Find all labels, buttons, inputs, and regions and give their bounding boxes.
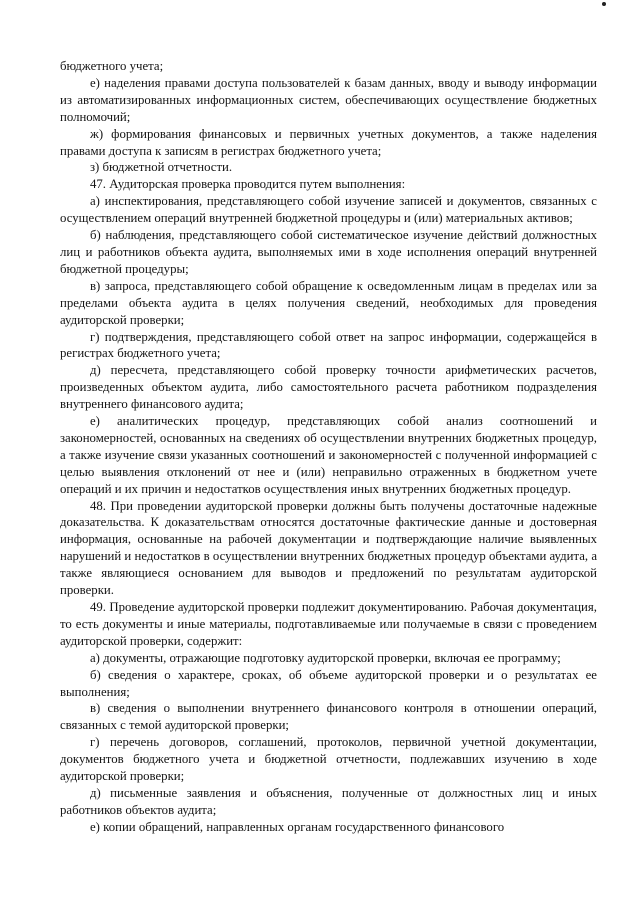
- paragraph-section-48: 48. При проведении аудиторской проверки должны быть получены достаточные надежные доказательства. К доказательствам относятся достаточные фактические данные и достоверная информация, основанные на рабочей документации и подтверждающие наличие выявленных нарушений и недостатков в осуществлении внутренних бюджетных процедур объектами аудита, а также являющиеся основанием для выводов и предложений по результатам аудиторской проверки.: [60, 498, 598, 598]
- paragraph-item-zh-documents: ж) формирования финансовых и первичных учетных документов, а также наделения правами доступа к записям в регистрах бюджетного учета;: [60, 126, 597, 158]
- paragraph-item-e-analytics: е) аналитических процедур, представляющих собой анализ соотношений и закономерностей, основанных на сведениях об осуществлении внутренних бюджетных процедур, а также изучение связи указанных соотношений и закономерностей с полученной информацией с целью выявления отклонений от нее и (или) неправильно отраженных в бюджетном учете операций и их причин и недостатков осуществления иных внутренних бюджетных процедур.: [60, 414, 597, 496]
- paragraph-item-g-confirmation: г) подтверждения, представляющего собой ответ на запрос информации, содержащейся в регистрах бюджетного учета;: [60, 329, 597, 361]
- scan-speck: [602, 2, 606, 6]
- document-page: [60, 58, 597, 836]
- paragraph-item-b-observation: б) наблюдения, представляющего собой систематическое изучение действий должностных лиц и работников объекта аудита, выполняемых ими в ходе исполнения операций внутренней бюджетной процедуры;: [60, 228, 597, 276]
- paragraph-item-e-copies: е) копии обращений, направленных органам государственного финансового: [90, 819, 505, 834]
- paragraph-item-b-scope: б) сведения о характере, сроках, об объеме аудиторской проверки и о результатах ее выполнения;: [60, 667, 597, 699]
- paragraph-item-g-list: г) перечень договоров, соглашений, протоколов, первичной учетной документации, документов бюджетного учета и бюджетной отчетности, подлежавших изучению в ходе аудиторской проверки;: [60, 735, 597, 784]
- paragraph-section-47: 47. Аудиторская проверка проводится путем выполнения:: [90, 177, 406, 192]
- paragraph-item-e-access: е) наделения правами доступа пользователей к базам данных, вводу и выводу информации из автоматизированных информационных систем, обеспечивающих осуществление бюджетных полномочий;: [60, 75, 597, 124]
- paragraph-item-a-inspection: а) инспектирования, представляющего собой изучение записей и документов, связанных с осуществлением операций внутренней бюджетной процедуры и (или) материальных активов;: [60, 194, 597, 226]
- paragraph-section-49: 49. Проведение аудиторской проверки подлежит документированию. Рабочая документация, то есть документы и иные материалы, подготавливаемые или получаемые в связи с проведением аудиторской проверки, содержит:: [60, 600, 597, 648]
- paragraph-item-v-inquiry: в) запроса, представляющего собой обращение к осведомленным лицам в пределах или за пределами объекта аудита в целях получения сведений, необходимых для проведения аудиторской проверки;: [60, 278, 597, 327]
- paragraph-item-z-reporting: з) бюджетной отчетности.: [90, 160, 233, 175]
- paragraph-item-d-statements: д) письменные заявления и объяснения, полученные от должностных лиц и иных работников объектов аудита;: [60, 785, 597, 817]
- paragraph-item-a-program: а) документы, отражающие подготовку аудиторской проверки, включая ее программу;: [90, 650, 561, 665]
- paragraph-item-d-recalculation: д) пересчета, представляющего собой проверку точности арифметических расчетов, произведенных объектом аудита, либо самостоятельного расчета работником подразделения внутреннего финансового аудита;: [60, 363, 597, 412]
- paragraph-continuation: бюджетного учета;: [60, 59, 164, 73]
- paragraph-item-v-control: в) сведения о выполнении внутреннего финансового контроля в отношении операций, связанных с темой аудиторской проверки;: [60, 701, 597, 733]
